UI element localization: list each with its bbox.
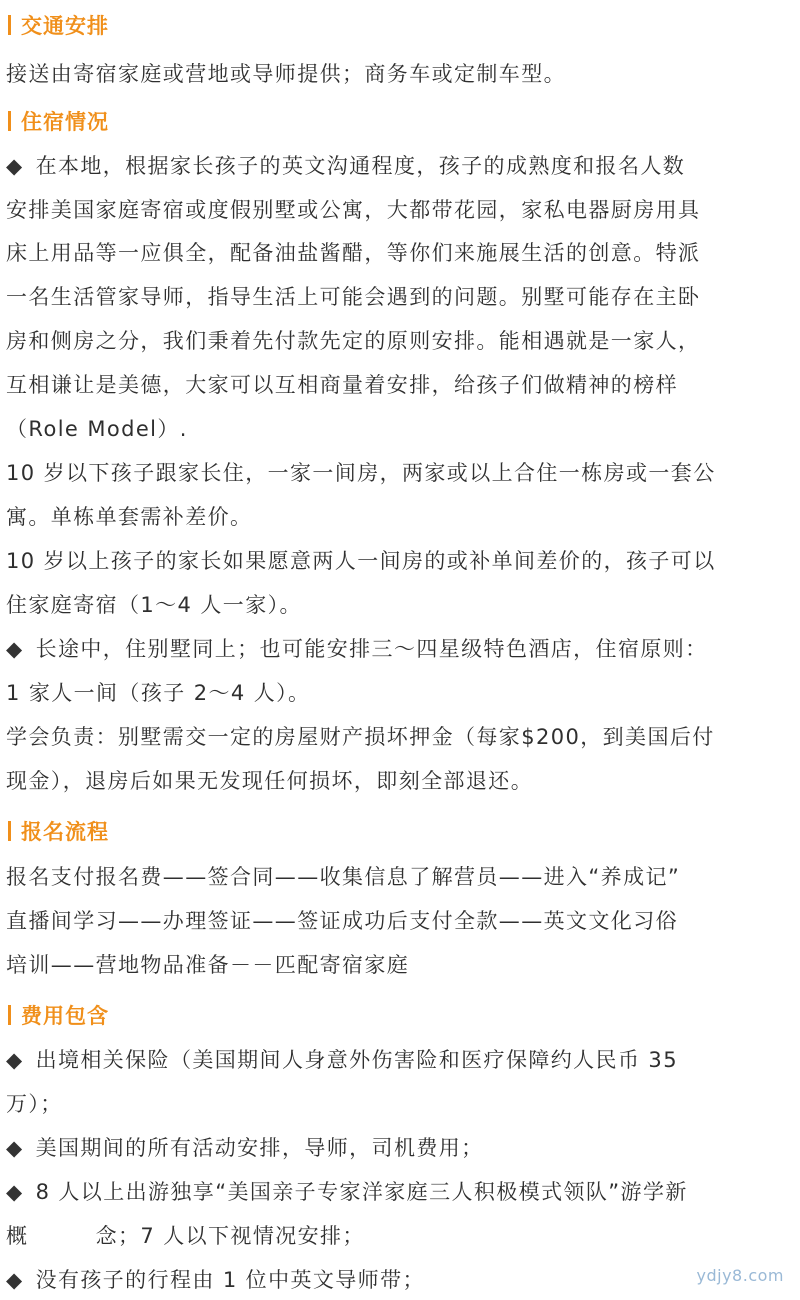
heading-bar-icon [8,111,11,131]
lodging-line-4: 一名生活管家导师，指导生活上可能会遇到的问题。别墅可能存在主卧 [6,285,701,309]
lodging-line-7: （Role Model）. [6,417,188,441]
diamond-bullet-icon: ◆ [6,1180,24,1204]
heading-bar-icon [8,821,11,841]
lodging-line-9: 寓。单栋单套需补差价。 [6,505,253,529]
lodging-line-5: 房和侧房之分，我们秉着先付款先定的原则安排。能相遇就是一家人， [6,329,701,353]
lodging-line-12: ◆ 长途中，住别墅同上；也可能安排三～四星级特色酒店，住宿原则： [6,637,708,661]
lodging-line-8: 10 岁以下孩子跟家长住，一家一间房，两家或以上合住一栋房或一套公 [6,461,716,485]
diamond-bullet-icon: ◆ [6,154,24,178]
diamond-bullet-icon: ◆ [6,1136,24,1160]
diamond-bullet-icon: ◆ [6,637,24,661]
fees-line-2: 万）； [6,1092,63,1116]
signup-line-1: 报名支付报名费——签合同——收集信息了解营员——进入“养成记” [6,865,681,889]
section-title-transport: 交通安排 [21,14,109,38]
lodging-line-15: 现金），退房后如果无发现任何损坏，即刻全部退还。 [6,769,534,793]
section-heading-lodging [8,106,109,136]
section-title-signup: 报名流程 [21,820,109,844]
lodging-line-6: 互相谦让是美德，大家可以互相商量着安排，给孩子们做精神的榜样 [6,373,678,397]
lodging-line-2: 安排美国家庭寄宿或度假别墅或公寓，大都带花园，家私电器厨房用具 [6,198,701,222]
diamond-bullet-icon: ◆ [6,1048,24,1072]
lodging-line-1: ◆ 在本地，根据家长孩子的英文沟通程度，孩子的成熟度和报名人数 [6,154,686,178]
section-heading-signup [8,816,109,846]
section-heading-transport [8,10,109,40]
fees-line-6: ◆ 没有孩子的行程由 1 位中英文导师带； [6,1268,425,1292]
heading-bar-icon [8,1005,11,1025]
fees-line-5: 概 念；7 人以下视情况安排； [6,1224,365,1248]
section-title-fees: 费用包含 [21,1004,109,1028]
section-heading-fees [8,1000,109,1030]
diamond-bullet-icon: ◆ [6,1268,24,1292]
heading-bar-icon [8,15,11,35]
signup-line-2: 直播间学习——办理签证——签证成功后支付全款——英文文化习俗 [6,909,678,933]
section-title-lodging: 住宿情况 [21,110,109,134]
signup-line-3: 培训——营地物品准备－－匹配寄宿家庭 [6,953,410,977]
fees-line-4: ◆ 8 人以上出游独享“美国亲子专家洋家庭三人积极模式领队”游学新 [6,1180,688,1204]
lodging-line-10: 10 岁以上孩子的家长如果愿意两人一间房的或补单间差价的，孩子可以 [6,549,716,573]
transport-line-1: 接送由寄宿家庭或营地或导师提供；商务车或定制车型。 [6,62,566,86]
fees-line-1: ◆ 出境相关保险（美国期间人身意外伤害险和医疗保障约人民币 35 [6,1048,678,1072]
watermark: ydjy8.com [696,1266,784,1285]
lodging-line-14: 学会负责：别墅需交一定的房屋财产损坏押金（每家$200，到美国后付 [6,725,715,749]
lodging-line-11: 住家庭寄宿（1～4 人一家）。 [6,593,302,617]
lodging-line-13: 1 家人一间（孩子 2～4 人）。 [6,681,311,705]
fees-line-3: ◆ 美国期间的所有活动安排，导师，司机费用； [6,1136,484,1160]
lodging-line-3: 床上用品等一应俱全，配备油盐酱醋，等你们来施展生活的创意。特派 [6,241,701,265]
